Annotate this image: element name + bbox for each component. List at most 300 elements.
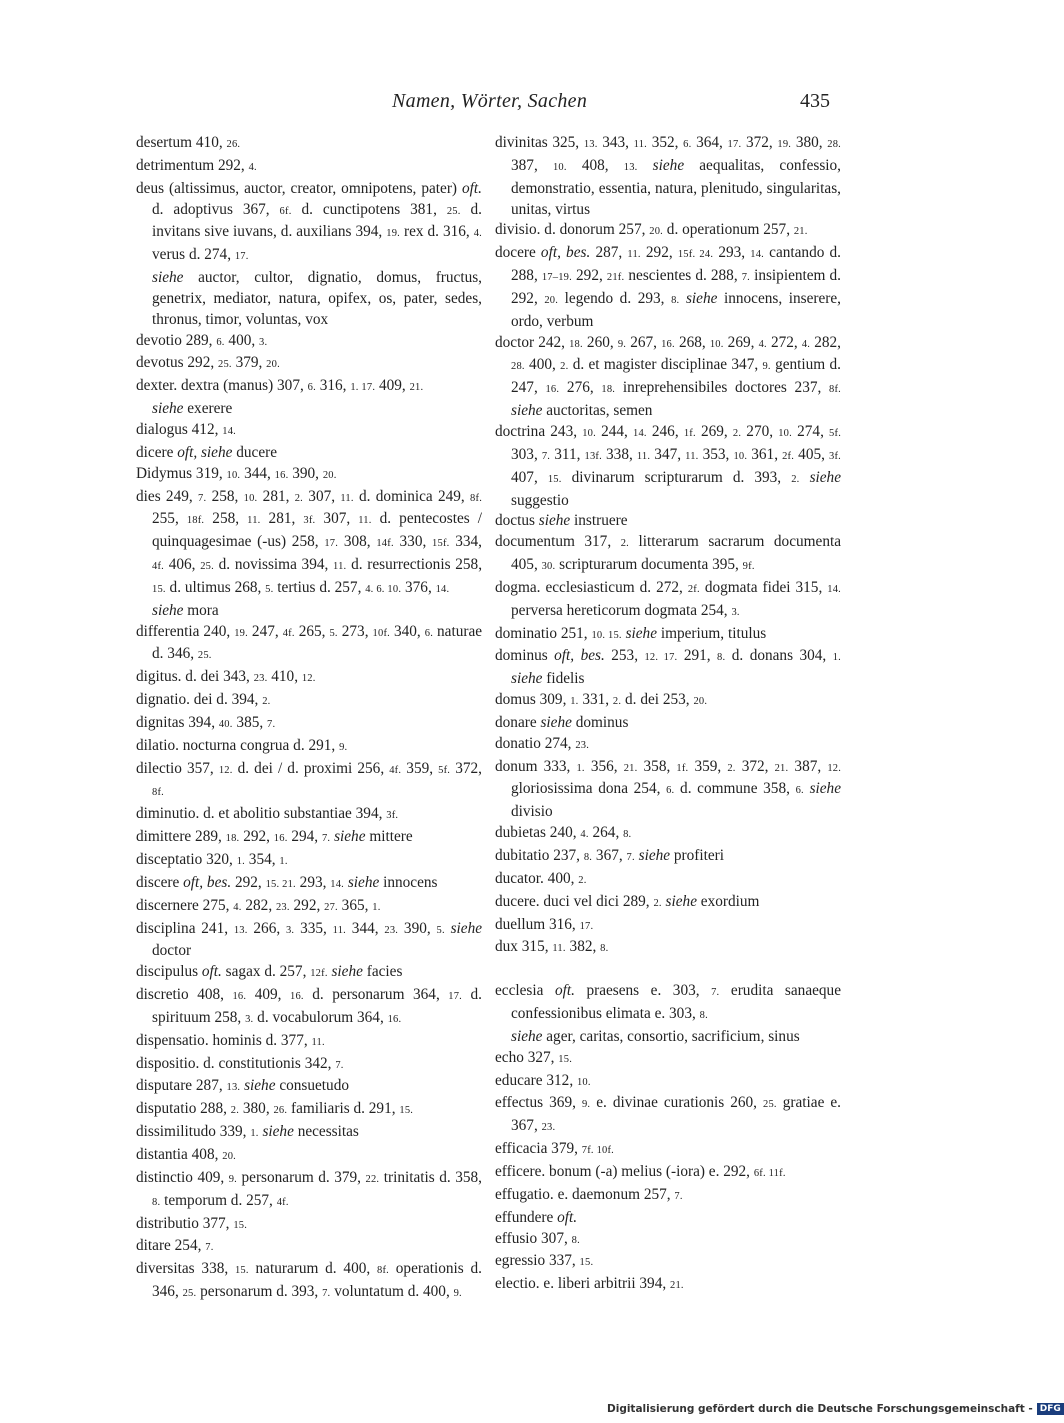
index-entry	[495, 624, 841, 647]
entry-text: devotus 292,	[136, 354, 219, 372]
index-entry	[495, 1027, 841, 1048]
italic-note: siehe	[665, 892, 697, 910]
line-reference: 10.	[576, 1076, 591, 1088]
line-reference: 20.	[649, 226, 663, 238]
line-reference: 16.	[232, 991, 247, 1003]
entry-text: 244,	[595, 422, 633, 440]
line-reference: 2.	[727, 762, 736, 774]
index-entry	[136, 919, 482, 963]
line-reference: 23.	[575, 739, 590, 751]
index-entry	[136, 1236, 482, 1259]
entry-text: dominus	[571, 713, 629, 731]
entry-text: 253,	[604, 647, 645, 665]
entry-text: 344,	[240, 464, 275, 482]
index-entry	[136, 376, 482, 399]
index-entry	[136, 850, 482, 873]
entry-text: tertius d. 257,	[273, 578, 366, 596]
entry-text: devotio 289,	[136, 331, 217, 349]
entry-text: d. resurrectionis 258,	[346, 556, 483, 574]
italic-note: siehe	[347, 873, 380, 891]
line-reference: 27.	[324, 901, 338, 913]
line-reference: 13f.	[584, 450, 602, 462]
entry-text: 264,	[588, 824, 624, 842]
entry-text: 260,	[582, 333, 618, 351]
index-entry	[136, 133, 482, 156]
entry-text: 308,	[338, 533, 377, 551]
index-column-right	[495, 133, 841, 1297]
line-reference: 18.	[225, 833, 240, 845]
line-reference: 2.	[612, 696, 622, 708]
entry-text: familiaris d. 291,	[287, 1100, 400, 1118]
entry-text: egressio 337,	[495, 1252, 580, 1270]
line-reference: 6.	[795, 785, 804, 797]
line-reference: 1.	[250, 1128, 259, 1140]
line-reference: 21.	[623, 762, 638, 774]
entry-text: exordium	[696, 892, 760, 910]
line-reference: 11.	[311, 1036, 325, 1048]
line-reference: 17.	[448, 991, 463, 1003]
entry-text: 409,	[246, 986, 291, 1004]
entry-text: 294,	[287, 828, 322, 846]
italic-note: siehe	[809, 780, 841, 798]
entry-text: divinarum scripturarum d. 393,	[561, 468, 792, 486]
entry-text: gratiae e. 367,	[511, 1094, 841, 1135]
italic-note: oft.	[201, 963, 222, 981]
entry-text: dogmata fidei 315,	[699, 578, 828, 596]
entry-text	[799, 469, 809, 486]
italic-note: siehe	[262, 1123, 294, 1141]
index-entry	[495, 937, 841, 960]
line-reference: 15.	[579, 1257, 594, 1269]
line-reference: 28.	[827, 139, 841, 150]
index-entry	[495, 1093, 841, 1139]
entry-text: 274,	[791, 422, 830, 440]
entry-text: d. ultimus 268,	[165, 578, 266, 596]
entry-text: ducere. duci vel dici 289,	[495, 892, 654, 910]
line-reference: 3f.	[829, 450, 842, 462]
line-reference: 8.	[583, 852, 593, 863]
line-reference: 10.	[733, 450, 748, 462]
line-reference: 16.	[274, 469, 289, 481]
entry-text: 364,	[691, 134, 728, 151]
line-reference: 28.	[511, 361, 525, 373]
entry-text: facies	[362, 963, 403, 981]
line-reference: 8f.	[152, 787, 164, 799]
entry-text: 361,	[747, 445, 783, 463]
line-reference: 19.	[386, 228, 400, 240]
entry-text: mittere	[365, 828, 413, 846]
entry-text: disputatio 288,	[136, 1100, 231, 1118]
italic-note: siehe	[511, 670, 543, 688]
entry-text: dux 315,	[495, 938, 553, 956]
line-reference: 1.	[279, 856, 288, 867]
index-entry	[136, 487, 482, 601]
entry-text: domus 309,	[495, 691, 571, 709]
entry-text: divisio. d. donorum 257,	[495, 221, 650, 239]
line-reference: 10.	[552, 161, 567, 173]
entry-text: 291,	[677, 647, 718, 665]
page-number: 435	[800, 90, 830, 112]
line-reference: 6f.	[279, 205, 292, 217]
line-reference: 7.	[541, 450, 551, 462]
line-reference: 25.	[182, 1288, 197, 1300]
letter-section-gap	[495, 960, 841, 981]
line-reference: 11.	[636, 450, 651, 462]
line-reference: 2.	[791, 473, 800, 485]
line-reference: 12f.	[310, 968, 328, 980]
line-reference: 7f. 10f.	[581, 1145, 614, 1157]
line-reference: 18f.	[186, 515, 205, 527]
italic-note: siehe	[538, 512, 571, 530]
line-reference: 15.	[233, 1219, 248, 1231]
index-entry	[495, 892, 841, 915]
italic-note: siehe	[809, 468, 841, 486]
line-reference: 7.	[267, 718, 276, 730]
entry-text: 408,	[566, 156, 624, 174]
entry-text: 343,	[597, 134, 634, 151]
entry-text: d. donans 304,	[725, 647, 833, 665]
index-entry	[495, 422, 841, 511]
entry-text: distantia 408,	[136, 1145, 223, 1163]
entry-text: 358,	[637, 757, 677, 775]
entry-text: diminutio. d. et abolitio substantiae 394,	[136, 805, 387, 823]
entry-text: donatio 274,	[495, 734, 576, 752]
entry-text: donare	[495, 713, 541, 731]
line-reference: 15.	[152, 583, 166, 595]
entry-text: auctoritas, semen	[542, 402, 653, 420]
entry-text: dogma. ecclesiasticum d. 272,	[495, 578, 688, 596]
line-reference: 8.	[623, 829, 632, 841]
entry-text: 380,	[239, 1100, 274, 1118]
entry-text: doctor 242,	[495, 333, 570, 351]
entry-text: inreprehensibiles doctores 237,	[615, 379, 830, 397]
entry-text: 372,	[450, 759, 482, 777]
entry-text: fidelis	[542, 670, 585, 688]
line-reference: 14.	[750, 249, 764, 261]
line-reference: 23.	[384, 924, 399, 936]
line-reference: 18.	[601, 384, 616, 396]
line-reference: 9.	[762, 361, 771, 373]
entry-text: disputare 287,	[136, 1077, 227, 1095]
index-entry	[495, 1185, 841, 1208]
index-entry	[136, 1168, 482, 1214]
entry-text: doctrina 243,	[495, 422, 583, 440]
entry-text: d. invitans sive iuvans, d. auxilians 394,	[152, 200, 483, 241]
index-entry	[136, 179, 482, 268]
line-reference: 5f.	[829, 427, 842, 439]
entry-text: 281,	[257, 487, 295, 505]
line-reference: 20.	[266, 359, 280, 371]
index-entry	[495, 243, 841, 332]
line-reference: 3.	[259, 336, 268, 348]
entry-text: discipulus	[136, 963, 202, 981]
entry-text: cantando d. 288,	[511, 244, 842, 285]
line-reference: 12.	[218, 764, 233, 776]
dfg-logo: DFG	[1037, 1403, 1064, 1415]
italic-note: siehe	[152, 269, 184, 287]
line-reference: 10. 15.	[591, 629, 622, 641]
entry-text: efficacia 379,	[495, 1140, 582, 1158]
line-reference: 17.	[234, 251, 249, 263]
index-entry	[495, 869, 841, 892]
entry-text: 390,	[288, 464, 323, 482]
line-reference: 3.	[731, 606, 740, 618]
entry-text: efficere. bonum (-a) melius (-iora) e. 292,	[495, 1162, 754, 1180]
index-entry	[136, 601, 482, 622]
entry-text: diversitas 338,	[136, 1260, 235, 1278]
line-reference: 8.	[671, 294, 680, 306]
entry-text: 307,	[303, 487, 341, 505]
entry-text: 379,	[231, 354, 267, 372]
entry-text: dies 249,	[136, 487, 198, 505]
line-reference: 4f.	[282, 627, 295, 639]
line-reference: 14.	[222, 425, 236, 437]
index-entry	[495, 846, 841, 869]
line-reference: 1f.	[676, 762, 689, 774]
line-reference: 1.	[236, 856, 245, 867]
entry-text: 266,	[247, 919, 286, 937]
line-reference: 16.	[273, 833, 288, 845]
index-entry	[136, 464, 482, 487]
line-reference: 15f. 24.	[677, 249, 714, 261]
line-reference: 12.	[301, 673, 316, 685]
index-entry	[495, 757, 841, 824]
line-reference: 25.	[200, 561, 214, 573]
entry-text: profiteri	[670, 847, 725, 864]
entry-text: necessitas	[293, 1123, 359, 1141]
line-reference: 21f.	[606, 272, 625, 284]
entry-text: 352,	[647, 134, 684, 151]
index-entry	[495, 511, 841, 532]
index-entry	[136, 985, 482, 1031]
line-reference: 10.	[243, 492, 258, 504]
line-reference: 21.	[793, 226, 808, 238]
line-reference: 20.	[693, 696, 708, 708]
line-reference: 4.	[473, 228, 482, 240]
line-reference: 4f.	[152, 561, 164, 573]
line-reference: 6.	[216, 336, 225, 348]
entry-text: 330,	[393, 533, 433, 551]
line-reference: 17.	[579, 920, 594, 932]
entry-text: dimittere 289,	[136, 828, 226, 846]
entry-text: 293,	[713, 244, 751, 262]
line-reference: 14.	[435, 583, 450, 595]
italic-note: siehe	[334, 828, 366, 846]
entry-text: d. et magister disciplinae 347,	[568, 356, 763, 374]
index-entry	[136, 962, 482, 985]
entry-text: 356,	[584, 757, 624, 775]
line-reference: 14.	[827, 583, 841, 595]
line-reference: 10.	[709, 338, 724, 350]
line-reference: 18.	[569, 338, 583, 350]
entry-text: 246,	[646, 422, 684, 440]
line-reference: 8.	[600, 943, 609, 955]
entry-text: verus d. 274,	[152, 246, 235, 264]
line-reference: 13.	[583, 139, 598, 150]
entry-text: 247,	[247, 622, 283, 640]
entry-text: nescientes d. 288,	[624, 267, 742, 285]
line-reference: 11.	[633, 139, 648, 150]
line-reference: 23.	[253, 673, 268, 685]
line-reference: 1.	[570, 696, 579, 708]
line-reference: 2.	[578, 874, 587, 886]
line-reference: 15.	[399, 1105, 414, 1117]
entry-text: instruere	[570, 512, 628, 530]
entry-text: 335,	[294, 919, 333, 937]
line-reference: 20.	[322, 469, 337, 481]
entry-text: 255,	[152, 510, 187, 528]
entry-text: erudita sanaeque confessionibus elimata e. 303,	[511, 982, 841, 1023]
entry-text: mora	[183, 601, 219, 619]
index-entry	[136, 156, 482, 179]
line-reference: 9.	[581, 1099, 591, 1111]
line-reference: 3.	[245, 1013, 254, 1025]
entry-text: dispensatio. hominis d. 377,	[136, 1031, 312, 1049]
line-reference: 8.	[571, 1234, 580, 1246]
line-reference: 16.	[661, 338, 675, 350]
line-reference: 9.	[617, 338, 627, 350]
italic-note: oft.	[554, 982, 575, 1000]
entry-text: legendo d. 293,	[558, 289, 672, 307]
index-entry	[136, 896, 482, 919]
italic-note: siehe	[152, 601, 184, 619]
line-reference: 21.	[409, 382, 424, 394]
entry-text: ducator. 400,	[495, 869, 579, 887]
entry-text: effusio 307,	[495, 1229, 572, 1247]
index-entry	[136, 331, 482, 354]
entry-text: 410,	[267, 668, 302, 686]
digitization-footer	[607, 1403, 1064, 1415]
entry-text: duellum 316,	[495, 915, 580, 933]
entry-text: perversa hereticorum dogmata 254,	[511, 601, 732, 619]
entry-text: 407,	[511, 468, 548, 486]
italic-note: siehe	[638, 847, 671, 864]
entry-text: 303,	[511, 445, 542, 463]
italic-note: oft, bes.	[554, 647, 605, 665]
line-reference: 20.	[544, 294, 559, 306]
entry-text: 311,	[550, 445, 585, 463]
index-entry	[495, 1251, 841, 1274]
entry-text: consuetudo	[275, 1077, 349, 1095]
index-entry	[136, 1145, 482, 1168]
entry-text: 340,	[389, 622, 425, 640]
entry-text: Didymus 319,	[136, 464, 227, 482]
entry-text: d. operationum 257,	[662, 221, 794, 239]
line-reference: 7.	[711, 987, 720, 999]
index-entry	[495, 1071, 841, 1094]
entry-text: donum 333,	[495, 757, 577, 775]
entry-text: 293,	[295, 873, 331, 891]
index-entry	[495, 1208, 841, 1229]
entry-text: 400,	[524, 356, 561, 374]
line-reference: 9.	[339, 741, 348, 753]
line-reference: 2f.	[782, 450, 795, 462]
entry-text: auctor, cultor, dignatio, domus, fructus, genetrix, mediator, natura, opifex, os, pater, sedes, thronus, timor, voluntas, vox	[152, 269, 482, 328]
entry-text: dilatio. nocturna congrua d. 291,	[136, 736, 340, 754]
index-entry	[136, 1054, 482, 1077]
line-reference: 6.	[666, 785, 675, 797]
index-entry	[495, 915, 841, 938]
entry-text: innocens, inserere, ordo, verbum	[511, 289, 842, 330]
entry-text: 331,	[578, 691, 613, 709]
running-title: Namen, Wörter, Sachen	[392, 90, 588, 112]
line-reference: 22.	[365, 1173, 380, 1185]
entry-text: sagax d. 257,	[221, 963, 311, 981]
line-reference: 15.	[547, 473, 562, 485]
line-reference: 15. 21.	[265, 878, 296, 890]
line-reference: 17.	[727, 139, 742, 150]
entry-text: 281,	[260, 510, 304, 528]
entry-text: 387,	[511, 156, 553, 174]
line-reference: 4. 6. 10.	[365, 583, 402, 595]
line-reference: 11.	[333, 561, 347, 573]
index-entry	[136, 827, 482, 850]
entry-text: discernere 275,	[136, 896, 234, 914]
index-entry	[495, 532, 841, 578]
entry-text: doctor	[152, 942, 192, 960]
entry-text: dubitatio 237,	[495, 847, 584, 864]
line-reference: 2.	[230, 1105, 240, 1117]
italic-note: siehe	[511, 402, 543, 420]
entry-text: imperium, titulus	[657, 624, 767, 642]
entry-text: e. divinae curationis 260,	[590, 1094, 764, 1112]
footer-text: Digitalisierung gefördert durch die Deutsche Forschungsgemeinschaft -	[607, 1403, 1033, 1415]
line-reference: 7.	[198, 492, 207, 504]
entry-text: d. personarum 364,	[303, 986, 449, 1004]
entry-text: 316,	[315, 377, 351, 395]
entry-text: digitus. d. dei 343,	[136, 668, 254, 686]
entry-text: suggestio	[511, 491, 569, 509]
italic-note: siehe	[625, 624, 657, 642]
entry-text: detrimentum 292,	[136, 156, 249, 174]
entry-text: 400,	[224, 331, 260, 349]
entry-text: effundere	[495, 1208, 558, 1226]
index-entry	[495, 133, 841, 220]
line-reference: 25.	[218, 359, 232, 371]
entry-text: docere	[495, 244, 541, 262]
entry-text: rex d. 316,	[399, 223, 474, 241]
entry-text: 287,	[590, 244, 628, 262]
entry-text: 272,	[766, 333, 802, 351]
line-reference: 4.	[758, 338, 767, 350]
entry-text: 409,	[375, 377, 410, 395]
line-reference: 15.	[234, 1265, 249, 1277]
entry-text: dominus	[495, 647, 555, 665]
entry-text: d. pentecostes / quinquagesimae (-us) 258,	[152, 510, 482, 551]
line-reference: 8.	[717, 652, 726, 664]
entry-text: documentum 317,	[495, 533, 621, 551]
entry-text: naturarum d. 400,	[248, 1260, 377, 1278]
entry-text: scripturarum documenta 395,	[555, 556, 743, 574]
entry-text: praesens e. 303,	[574, 982, 712, 1000]
entry-text: 354,	[244, 851, 280, 868]
entry-text: 273,	[337, 622, 373, 640]
entry-text: dilectio 357,	[136, 759, 219, 777]
line-reference: 30.	[541, 561, 556, 573]
entry-text: personarum d. 379,	[237, 1168, 366, 1186]
line-reference: 2.	[560, 361, 569, 373]
entry-text: 376,	[401, 578, 436, 596]
entry-text: dialogus 412,	[136, 420, 223, 438]
italic-note: oft, bes.	[540, 244, 591, 262]
entry-text: discere	[136, 873, 184, 891]
index-entry	[136, 622, 482, 668]
entry-text: 385,	[232, 713, 268, 731]
index-entry	[495, 1162, 841, 1185]
index-entry	[136, 420, 482, 443]
line-reference: 7.	[626, 852, 635, 863]
line-reference: 5.	[329, 627, 338, 639]
